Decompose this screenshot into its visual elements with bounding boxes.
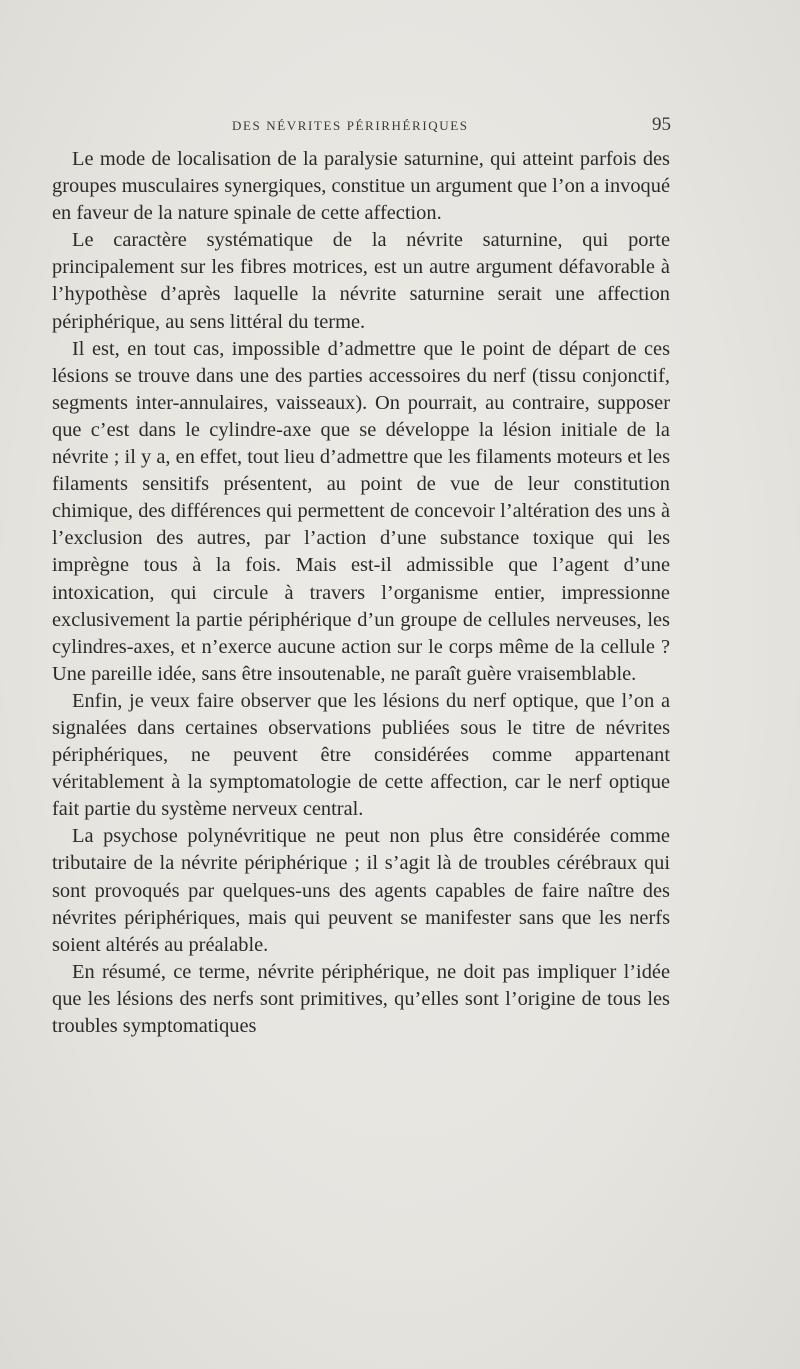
paragraph-resume: En résumé, ce terme, névrite périphérique, ne doit pas impliquer l’idée que les lésions des nerfs sont primitives, qu’elles sont l’origine de tous les troubles symptomatiques (52, 960, 670, 1037)
paragraph-point-de-depart: Il est, en tout cas, impossible d’admettre que le point de départ de ces lésions se trouve dans une des parties accessoires du nerf (tissu conjonctif, segments inter-annulaires, vaisseaux). On pourrait, au contraire, supposer que c’est dans le cylindre-axe que se développe la lésion initiale de la névrite ; il y a, en effet, tout lieu d’admettre que les filaments moteurs et les filaments sensitifs présentent, au point de vue de leur constitution chimique, des différences qui permettent de concevoir l’altération des uns à l’exclusion des autres, par l’action d’une substance toxique qui les imprègne tous à la fois. Mais est-il admissible que l’agent d’une intoxication, qui circule à travers l’organisme entier, impressionne exclusivement la partie périphérique d’un groupe de cellules nerveuses, les cylindres-axes, et n’exerce aucune action sur le corps même de la cellule ? Une pareille idée, sans être insoutenable, ne paraît guère vraisemblable. (52, 337, 670, 685)
page-number: 95 (652, 114, 671, 135)
paragraph-caractere-systematique: Le caractère systématique de la névrite saturnine, qui porte principalement sur les fibres motrices, est un autre argument défavorable à l’hypothèse d’après laquelle la névrite saturnine serait une affection périphérique, au sens littéral du terme. (52, 229, 670, 333)
running-title: DES NÉVRITES PÉRIRHÉRIQUES (232, 118, 469, 133)
paragraph-psychose-polynevritique: La psychose polynévritique ne peut non plus être considérée comme tributaire de la névrite périphérique ; il s’agit là de troubles cérébraux qui sont provoqués par quelques-uns des agents capables de faire naître des névrites périphériques, mais qui peuvent se manifester sans que les nerfs soient altérés au préalable. (52, 825, 670, 956)
paragraph-localisation: Le mode de localisation de la paralysie saturnine, qui atteint parfois des groupes musculaires synergiques, constitue un argument que l’on a invoqué en faveur de la nature spinale de cette affection. (52, 148, 670, 225)
paragraph-nerf-optique: Enfin, je veux faire observer que les lésions du nerf optique, que l’on a signalées dans certaines observations publiées sous le titre de névrites périphériques, ne peuvent être considérées comme appartenant véritablement à la symptomatologie de cette affection, car le nerf optique fait partie du système nerveux central. (52, 689, 670, 821)
body-text (52, 146, 670, 1040)
running-head (0, 112, 800, 142)
